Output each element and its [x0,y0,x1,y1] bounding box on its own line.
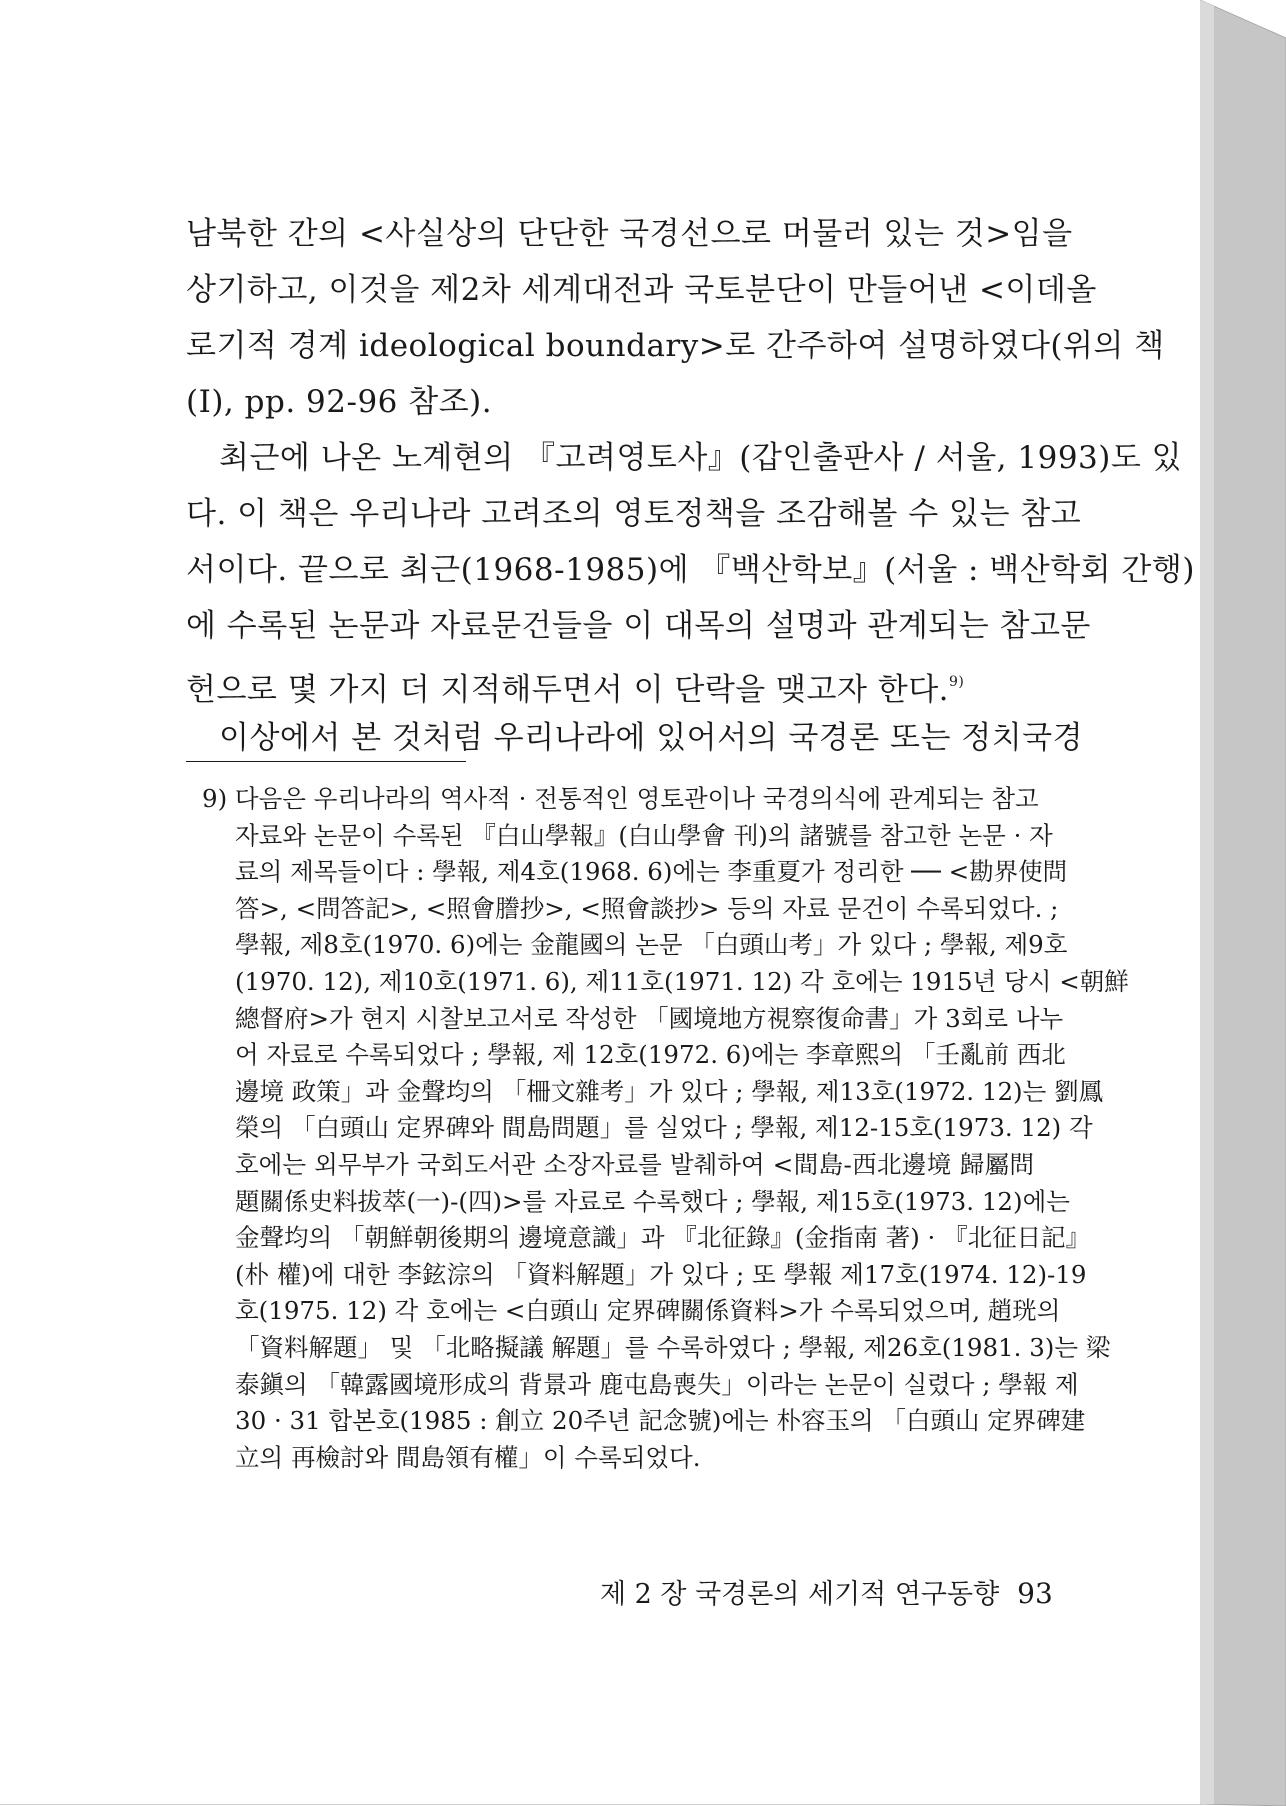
running-footer [600,1574,1053,1615]
chapter-title: 제 2 장 국경론의 세기적 연구동향 [600,1579,1000,1610]
page-number: 93 [1017,1577,1053,1610]
footnote-line: 邊境 政策」과 金聲均의 「柵文雜考」가 있다 ; 學報, 제13호(1972. 12)는 劉鳳 [235,1076,1104,1106]
footnote-line: 「資料解題」 및 「北略擬議 解題」를 수록하였다 ; 學報, 제26호(1981. 3)는 梁 [235,1332,1111,1362]
footnote [202,781,1129,1476]
body-line: 서이다. 끝으로 최근(1968-1985)에 『백산학보』(서울 : 백산학회 간행) [186,552,1195,588]
body-line: 상기하고, 이것을 제2차 세계대전과 국토분단이 만들어낸 <이데올 [186,272,1097,308]
body-line: 최근에 나온 노계현의 『고려영토사』(갑인출판사 / 서울, 1993)도 있 [219,440,1183,476]
footnote-line: 題關係史料拔萃(一)-(四)>를 자료로 수록했다 ; 學報, 제15호(1973. 12)에는 [235,1186,1070,1216]
book-page-edge-highlight [1200,0,1214,1804]
body-line-with-ref [186,654,1034,710]
body-line: 로기적 경계 ideological boundary>로 간주하여 설명하였다(위의 책 [186,328,1165,364]
footnote-line: 호에는 외무부가 국회도서관 소장자료를 발췌하여 <間島-西北邊境 歸屬問 [235,1149,1034,1179]
footnote-line: 泰鎭의 「韓露國境形成의 背景과 鹿屯島喪失」이라는 논문이 실렸다 ; 學報 제 [235,1369,1079,1399]
footnote-line: 立의 再檢討와 間島領有權」이 수록되었다. [235,1442,701,1472]
footnote-line: 자료와 논문이 수록된 『白山學報』(白山學會 刊)의 諸號를 참고한 논문 · 자 [235,820,1053,850]
footnote-line: 總督府>가 현지 시찰보고서로 작성한 「國境地方視察復命書」가 3회로 나누 [235,1003,1064,1033]
body-line: 다. 이 책은 우리나라 고려조의 영토정책을 조감해볼 수 있는 참고 [186,496,1082,532]
footnote-line: 어 자료로 수록되었다 ; 學報, 제 12호(1972. 6)에는 李章熙의 「壬亂前 西北 [235,1040,1066,1070]
body-line: 남북한 간의 <사실상의 단단한 국경선으로 머물러 있는 것>임을 [186,216,1073,252]
footnote-line: 榮의 「白頭山 定界碑와 間島問題」를 실었다 ; 學報, 제12-15호(1973. 12) 각 [235,1113,1093,1143]
footnote-line: (1970. 12), 제10호(1971. 6), 제11호(1971. 12) 각 호에는 1915년 당시 <朝鮮 [235,966,1129,996]
footnote-line: 金聲均의 「朝鮮朝後期의 邊境意識」과 『北征錄』(金指南 著) · 『北征日記』 [235,1223,1091,1253]
footnote-line: (朴 權)에 대한 李鉉淙의 「資料解題」가 있다 ; 또 學報 제17호(1974. 12)-19 [235,1259,1087,1289]
body-line: 에 수록된 논문과 자료문건들을 이 대목의 설명과 관계되는 참고문 [186,608,1091,644]
body-line: (Ⅰ), pp. 92-96 참조). [186,384,493,420]
body-line: 이상에서 본 것처럼 우리나라에 있어서의 국경론 또는 정치국경 [219,720,1084,756]
footnote-line: 료의 제목들이다 : 學報, 제4호(1968. 6)에는 李重夏가 정리한 ── <勘界使問 [235,857,1068,887]
body-text [186,206,1195,766]
footnote-divider [186,761,466,762]
footnote-line: 9) 다음은 우리나라의 역사적 · 전통적인 영토관이나 국경의식에 관계되는 참고 [202,784,1039,813]
footnote-line: 答>, <問答記>, <照會謄抄>, <照會談抄> 등의 자료 문건이 수록되었다. ; [235,893,1059,923]
footnote-reference[interactable]: 9) [949,674,965,690]
footnote-line: 學報, 제8호(1970. 6)에는 金龍國의 논문 「白頭山考」가 있다 ; 學報, 제9호 [235,930,1068,960]
footnote-line: 30 · 31 합본호(1985 : 創立 20주년 記念號)에는 朴容玉의 「白頭山 定界碑建 [235,1406,1086,1436]
footnote-line: 호(1975. 12) 각 호에는 <白頭山 定界碑關係資料>가 수록되었으며, 趙珖의 [235,1296,1061,1326]
book-spine [1200,0,1286,1806]
body-line: 헌으로 몇 가지 더 지적해두면서 이 단락을 맺고자 한다. [186,672,949,708]
